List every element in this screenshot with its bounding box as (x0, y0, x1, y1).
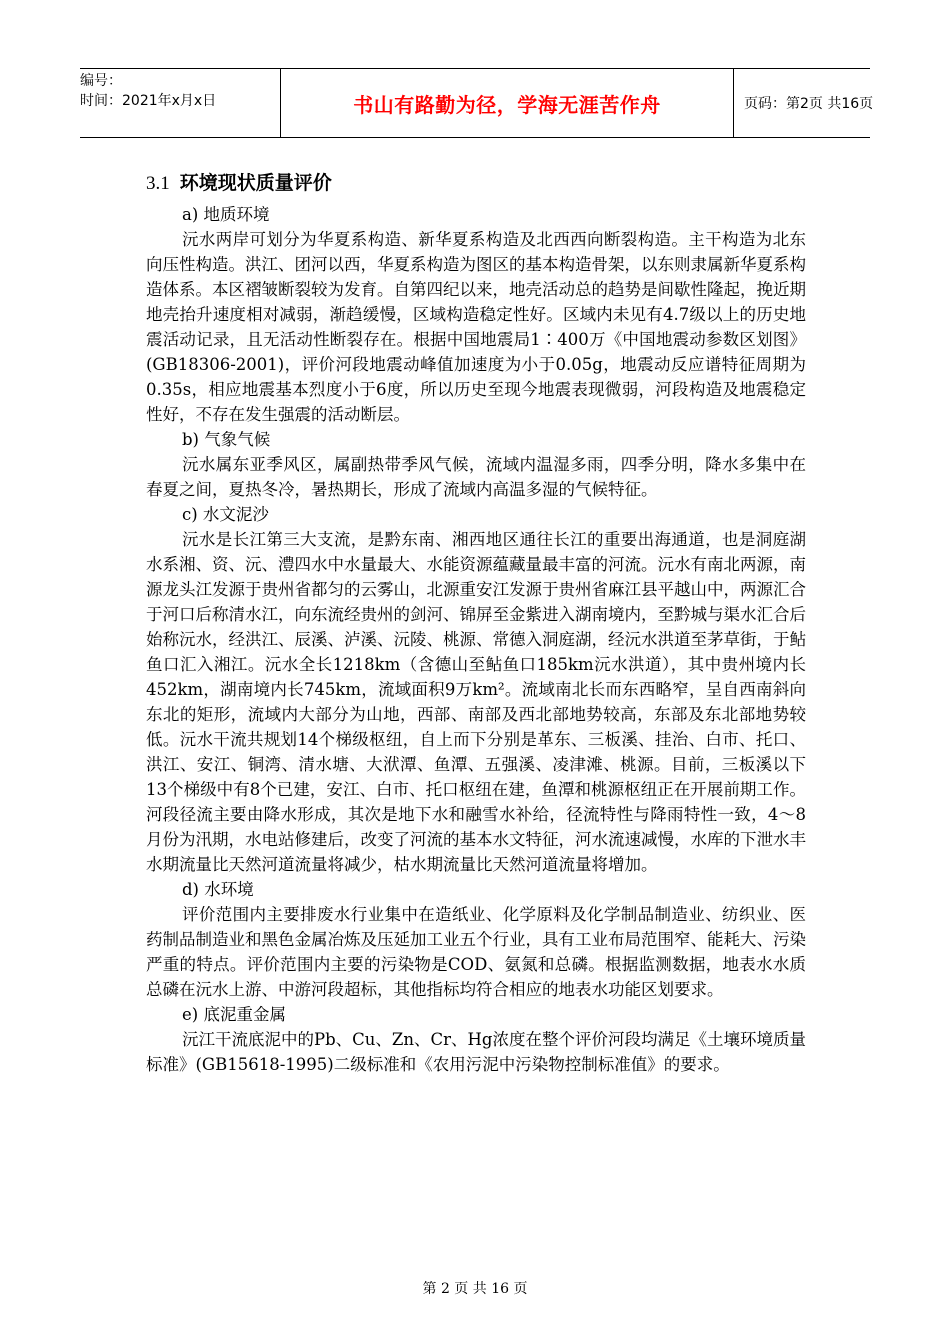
subsection-heading-geology: a) 地质环境 (182, 205, 270, 224)
paragraph-water-environment: 评价范围内主要排废水行业集中在造纸业、化学原料及化学制品制造业、纺织业、医药制品制造业和黑色金属冶炼及压延加工业五个行业，具有工业布局范围窄、能耗大、污染严重的特点。评价范围内主要的污染物是COD、氨氮和总磷。根据监测数据，地表水水质总磷在沅水上游、中游河段超标，其他指标均符合相应的地表水功能区划要求。 (146, 905, 806, 999)
subsection-heading-sediment-metals: e) 底泥重金属 (182, 1005, 286, 1024)
paragraph-sediment-metals: 沅江干流底泥中的Pb、Cu、Zn、Cr、Hg浓度在整个评价河段均满足《土壤环境质量标准》(GB15618-1995)二级标准和《农用污泥中污染物控制标准值》的要求。 (146, 1030, 806, 1074)
doc-number-label: 编号： (80, 73, 122, 89)
header-page-cell (732, 69, 882, 137)
section-title: 环境现状质量评价 (179, 172, 332, 194)
header-page-label: 页码：第2页 共16页 (744, 96, 874, 112)
header-meta (80, 69, 280, 137)
paragraph-geology: 沅水两岸可划分为华夏系构造、新华夏系构造及北西西向断裂构造。主干构造为北东向压性构造。洪江、团河以西，华夏系构造为图区的基本构造骨架，以东则隶属新华夏系构造体系。本区褶皱断裂较为发育。自第四纪以来，地壳活动总的趋势是间歇性隆起，挽近期地壳抬升速度相对减弱，渐趋缓慢，区域构造稳定性好。区域内未见有4.7级以上的历史地震活动记录，且无活动性断裂存在。根据中国地震局1∶400万《中国地震动参数区划图》(GB18306-2001)，评价河段地震动峰值加速度为小于0.05g，地震动反应谱特征周期为0.35s，相应地震基本烈度小于6度，所以历史至现今地震表现微弱，河段构造及地震稳定性好，不存在发生强震的活动断层。 (146, 230, 806, 424)
section-heading (146, 164, 806, 202)
doc-time-label: 时间：2021年x月x日 (80, 93, 217, 109)
page-footer (0, 1278, 950, 1298)
section-number: 3.1 (146, 173, 170, 194)
subsection-heading-hydrology: c) 水文泥沙 (182, 505, 269, 524)
header-motto-cell (280, 69, 734, 137)
paragraph-hydrology: 沅水是长江第三大支流，是黔东南、湘西地区通往长江的重要出海通道，也是洞庭湖水系湘、资、沅、澧四水中水量最大、水能资源蕴藏量最丰富的河流。沅水有南北两源，南源龙头江发源于贵州省都匀的云雾山，北源重安江发源于贵州省麻江县平越山中，两源汇合于河口后称清水江，向东流经贵州的剑河、锦屏至金紫进入湖南境内，至黔城与渠水汇合后始称沅水，经洪江、辰溪、泸溪、沅陵、桃源、常德入洞庭湖，经沅水洪道至茅草街，于鲇鱼口汇入湘江。沅水全长1218km（含德山至鲇鱼口185km沅水洪道），其中贵州境内长452km，湖南境内长745km，流域面积9万km²。流域南北长而东西略窄，呈自西南斜向东北的矩形，流域内大部分为山地，西部、南部及西北部地势较高，东部及东北部地势较低。沅水干流共规划14个梯级枢纽，自上而下分别是革东、三板溪、挂治、白市、托口、洪江、安江、铜湾、清水塘、大洑潭、鱼潭、五强溪、凌津滩、桃源。目前，三板溪以下13个梯级中有8个已建，安江、白市、托口枢纽在建，鱼潭和桃源枢纽正在开展前期工作。河段径流主要由降水形成，其次是地下水和融雪水补给，径流特性与降雨特性一致，4～8月份为汛期，水电站修建后，改变了河流的基本水文特征，河水流速减慢，水库的下泄水丰水期流量比天然河道流量将减少，枯水期流量比天然河道流量将增加。 (146, 530, 806, 874)
subsection-heading-water-environment: d) 水环境 (182, 880, 254, 899)
document-body (146, 164, 806, 1077)
subsection-heading-climate: b) 气象气候 (182, 430, 271, 449)
footer-page-number: 第 2 页 共 16 页 (422, 1281, 528, 1297)
page-header (80, 68, 874, 138)
header-motto: 书山有路勤为径，学海无涯苦作舟 (353, 92, 661, 117)
paragraph-climate: 沅水属东亚季风区，属副热带季风气候，流域内温湿多雨，四季分明，降水多集中在春夏之间，夏热冬冷，暑热期长，形成了流域内高温多湿的气候特征。 (146, 455, 806, 499)
